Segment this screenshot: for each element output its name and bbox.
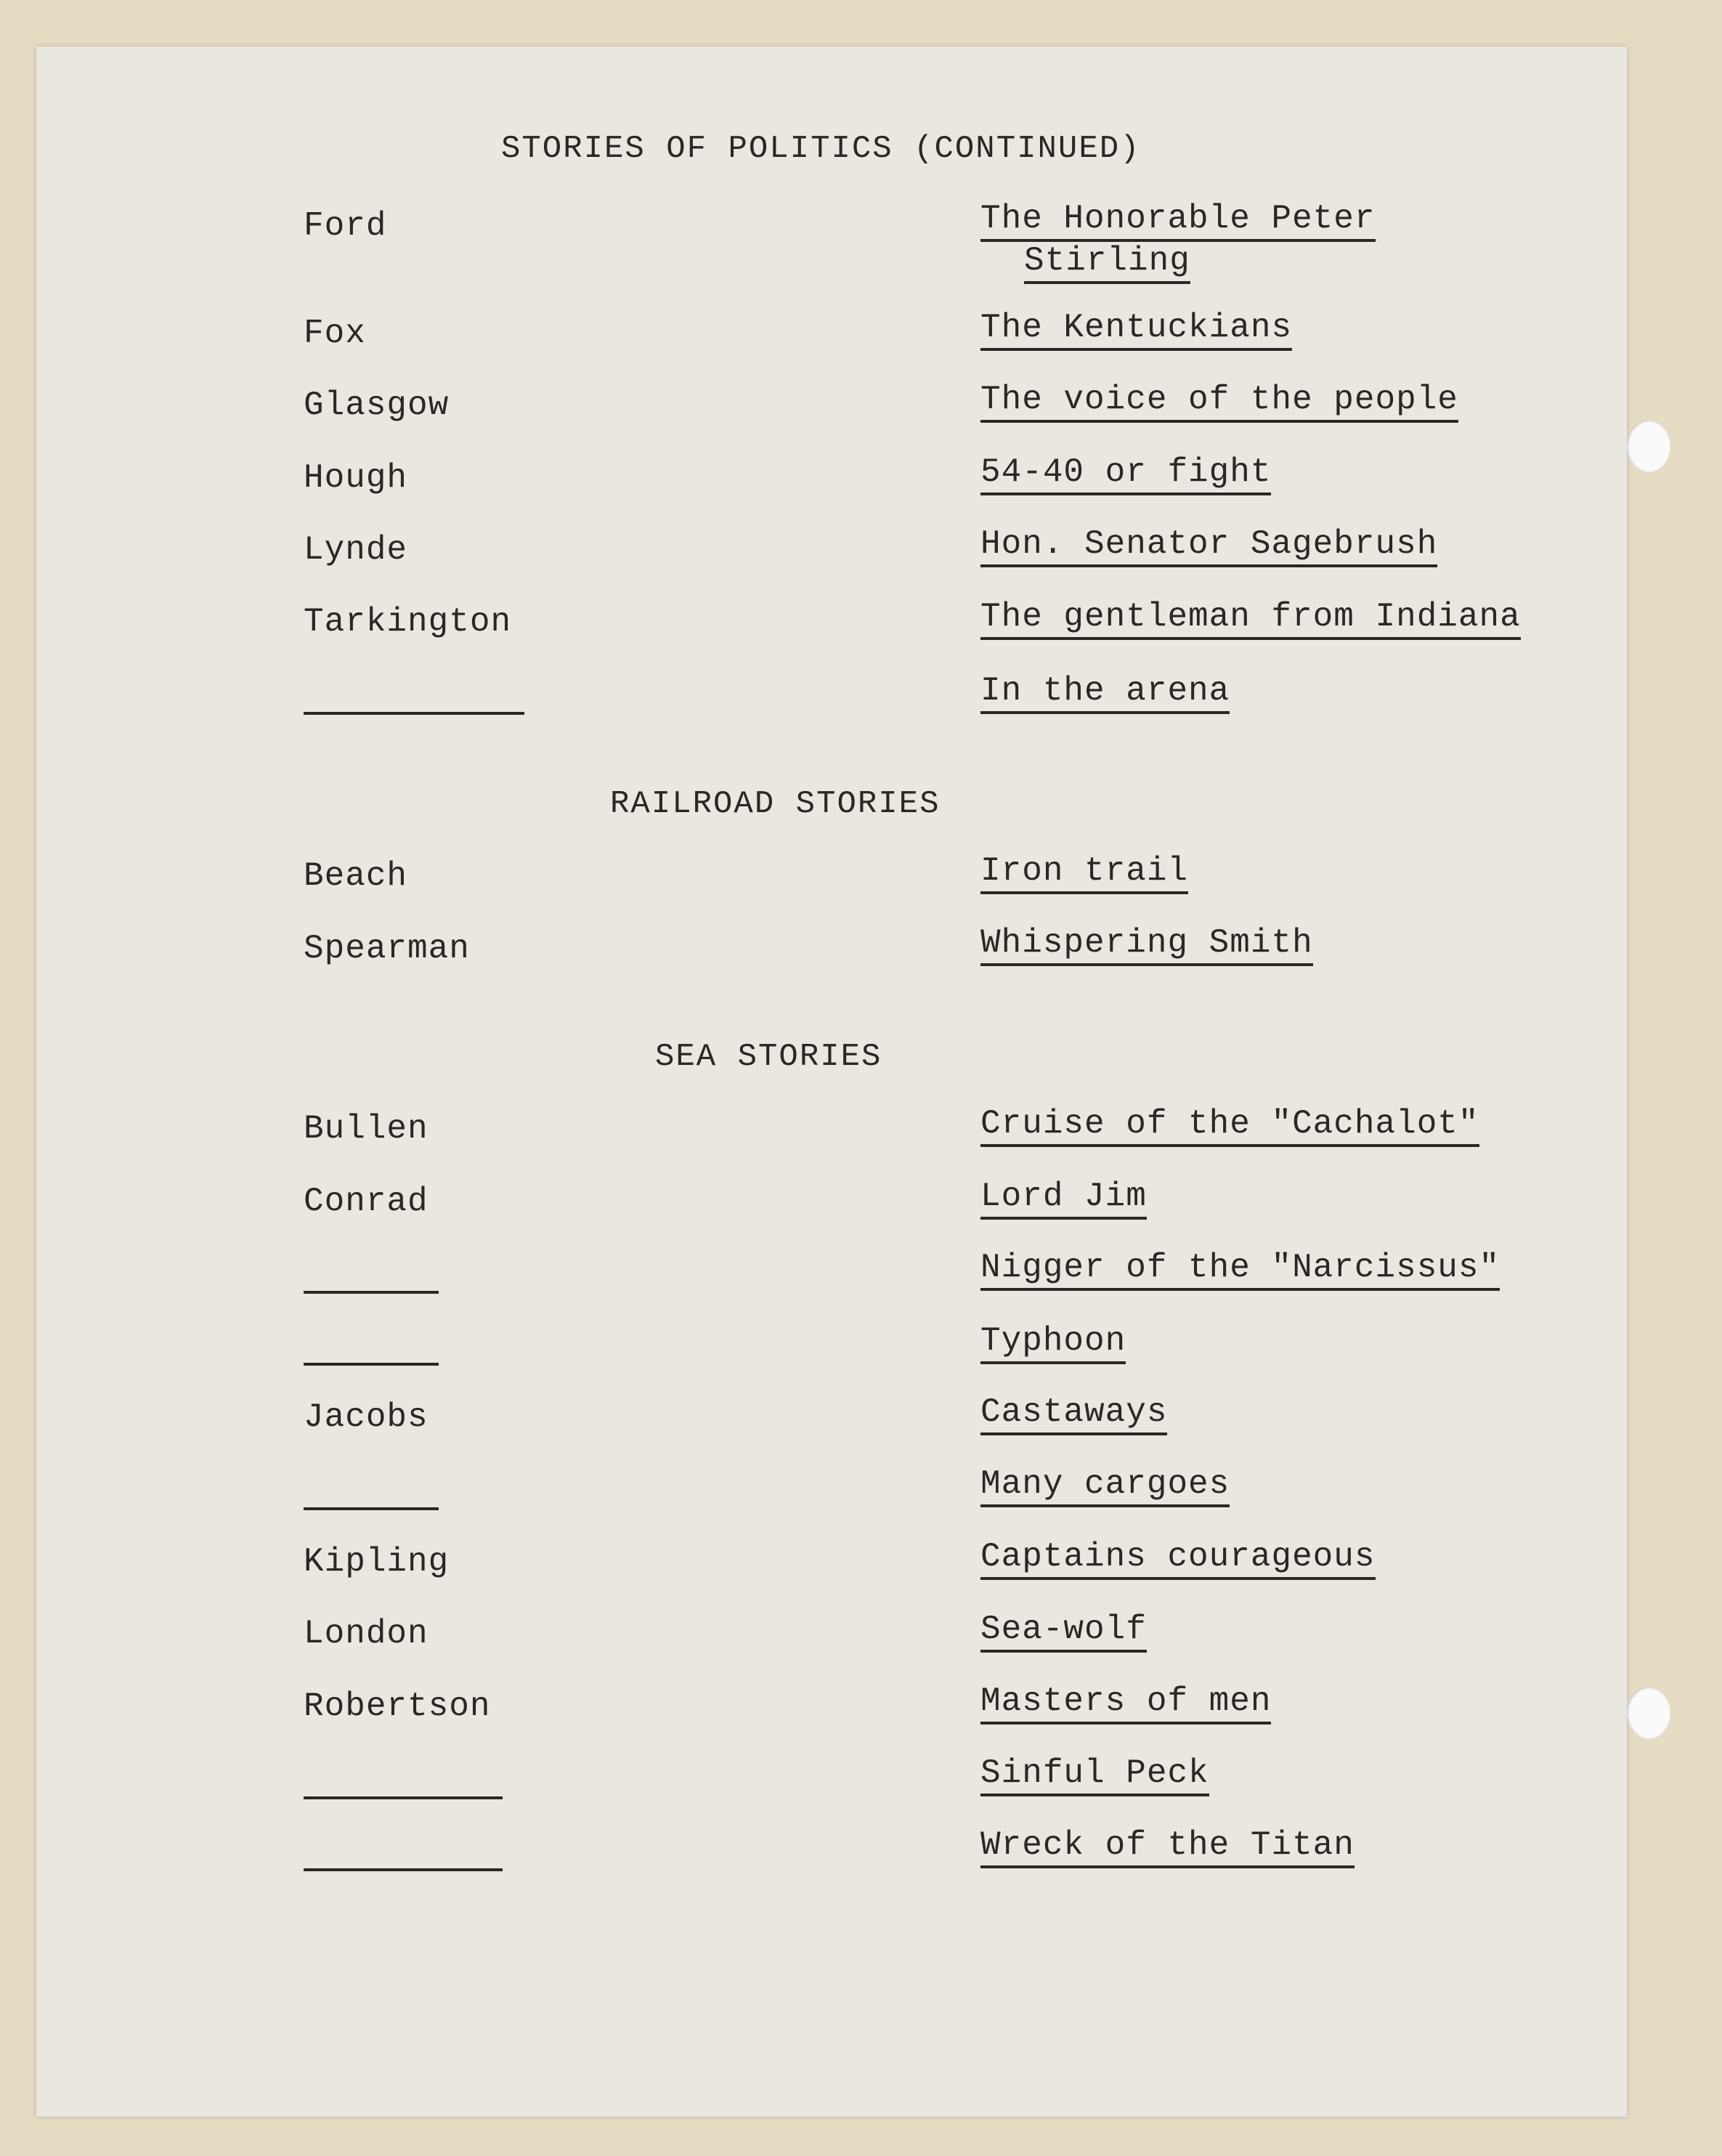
title-54-40: 54-40 or fight xyxy=(980,453,1271,495)
title-narcissus: Nigger of the "Narcissus" xyxy=(980,1249,1500,1291)
author-kipling: Kipling xyxy=(304,1543,450,1581)
ditto-line xyxy=(304,1507,439,1510)
ditto-line xyxy=(304,1796,503,1799)
title-cachalot: Cruise of the "Cachalot" xyxy=(980,1105,1479,1147)
punch-hole-top xyxy=(1627,420,1670,472)
author-london: London xyxy=(304,1615,429,1653)
title-lord-jim: Lord Jim xyxy=(980,1178,1147,1220)
author-lynde: Lynde xyxy=(304,531,408,569)
document-page xyxy=(36,46,1627,2117)
title-gentleman-indiana: The gentleman from Indiana xyxy=(980,598,1521,640)
ditto-line xyxy=(304,1363,439,1366)
ditto-line xyxy=(304,712,524,715)
section-heading-politics: STORIES OF POLITICS (CONTINUED) xyxy=(501,131,1141,167)
section-heading-railroad: RAILROAD STORIES xyxy=(610,786,941,822)
author-glasgow: Glasgow xyxy=(304,386,450,424)
title-line-1: The Honorable Peter xyxy=(980,200,1376,242)
punch-hole-bottom xyxy=(1627,1687,1670,1739)
author-fox: Fox xyxy=(304,315,366,352)
title-peter-stirling xyxy=(980,200,1376,284)
title-kentuckians: The Kentuckians xyxy=(980,309,1292,351)
title-sinful-peck: Sinful Peck xyxy=(980,1754,1209,1796)
title-masters-of-men: Masters of men xyxy=(980,1682,1271,1725)
author-bullen: Bullen xyxy=(304,1110,429,1148)
title-wreck-of-titan: Wreck of the Titan xyxy=(980,1826,1355,1868)
title-castaways: Castaways xyxy=(980,1393,1167,1435)
title-whispering-smith: Whispering Smith xyxy=(980,924,1313,966)
author-tarkington: Tarkington xyxy=(304,603,512,641)
author-ford: Ford xyxy=(304,207,387,245)
title-typhoon: Typhoon xyxy=(980,1322,1126,1364)
author-robertson: Robertson xyxy=(304,1687,491,1725)
author-conrad: Conrad xyxy=(304,1183,429,1220)
author-spearman: Spearman xyxy=(304,930,470,968)
title-sagebrush: Hon. Senator Sagebrush xyxy=(980,525,1437,567)
title-in-the-arena: In the arena xyxy=(980,672,1230,714)
title-captains-courageous: Captains courageous xyxy=(980,1538,1376,1580)
section-heading-sea: SEA STORIES xyxy=(655,1039,882,1075)
title-voice-of-people: The voice of the people xyxy=(980,381,1458,423)
title-sea-wolf: Sea-wolf xyxy=(980,1610,1147,1653)
ditto-line xyxy=(304,1291,439,1294)
author-jacobs: Jacobs xyxy=(304,1398,429,1436)
author-hough: Hough xyxy=(304,459,408,497)
ditto-line xyxy=(304,1868,503,1871)
title-line-2: Stirling xyxy=(1024,242,1190,284)
title-iron-trail: Iron trail xyxy=(980,852,1188,894)
title-many-cargoes: Many cargoes xyxy=(980,1465,1230,1507)
author-beach: Beach xyxy=(304,857,408,895)
